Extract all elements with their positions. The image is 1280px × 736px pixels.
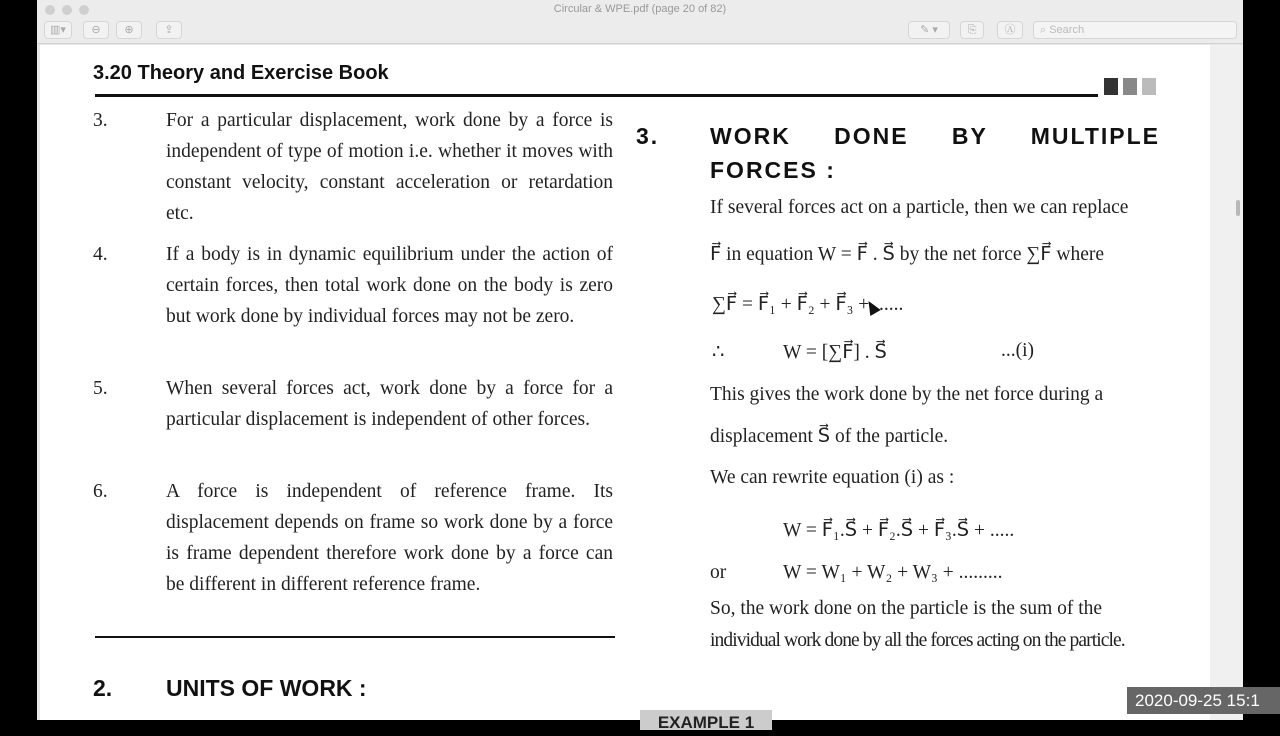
zoom-in-button[interactable]	[116, 21, 142, 39]
sidebar-toggle-button[interactable]	[44, 21, 72, 39]
item-text: A force is independent of reference frame. Its displacement depends on frame so work done by a force is frame dependent therefore work done by a force can be different in different reference frame.	[166, 481, 613, 595]
item-text: When several forces act, work done by a force for a particular displacement is independent of other forces.	[166, 378, 613, 430]
search-input[interactable]: ⌕ Search	[1033, 21, 1237, 39]
header-decoration	[1104, 78, 1118, 95]
paragraph: individual work done by all the forces acting on the particle.	[710, 630, 1125, 651]
paragraph: We can rewrite equation (i) as :	[710, 467, 955, 488]
equation: ∑F⃗ = F⃗₁ + F⃗₂ + F⃗₃ + ......	[712, 294, 904, 315]
annotate-button[interactable]	[997, 21, 1023, 39]
scrollbar[interactable]	[1236, 200, 1240, 216]
rotate-icon: ⎘	[967, 24, 977, 36]
header-decoration	[1123, 78, 1137, 95]
search-icon: ⌕	[1040, 24, 1050, 36]
section-title: UNITS OF WORK :	[166, 675, 367, 701]
item-number: 6.	[93, 481, 108, 502]
item-text: For a particular displacement, work done by a force is independent of type of motion i.e. whether it moves with constant velocity, constant acceleration or retardation etc.	[166, 110, 613, 224]
item-number: 5.	[93, 378, 108, 399]
header-rule	[95, 94, 1098, 97]
pen-icon: ✎ ▾	[920, 24, 938, 36]
toolbar	[37, 0, 1243, 44]
share-button[interactable]	[156, 21, 182, 39]
item-number: 4.	[93, 244, 108, 265]
page-header: 3.20 Theory and Exercise Book	[93, 62, 389, 84]
paragraph: This gives the work done by the net force during a	[710, 384, 1104, 405]
scroll-gutter	[1210, 45, 1243, 720]
pdf-page	[40, 45, 1210, 732]
equation: W = F⃗₁.S⃗ + F⃗₂.S⃗ + F⃗₃.S⃗ + .....	[783, 520, 1015, 541]
sidebar-icon: ▥▾	[50, 24, 66, 36]
paragraph: So, the work done on the particle is the sum of the	[710, 598, 1103, 619]
item-number: 3.	[93, 110, 108, 131]
section-number: 2.	[93, 675, 113, 701]
zoom-in-icon: ⊕	[124, 24, 134, 36]
column-rule	[95, 636, 615, 638]
section-title: WORK DONE BY MULTIPLE FORCES :	[710, 123, 1160, 183]
header-decoration	[1142, 78, 1156, 95]
equation: W = [∑F⃗] . S⃗	[783, 342, 887, 363]
equation: F⃗ in equation W = F⃗ . S⃗ by the net force ∑F⃗ where	[710, 244, 1105, 265]
equation-tag: ...(i)	[1001, 340, 1035, 361]
timestamp-overlay: 2020-09-25 15:1	[1127, 687, 1280, 714]
annotate-icon: Ⓐ	[1004, 24, 1016, 36]
paragraph: If several forces act on a particle, then we can replace	[710, 197, 1129, 218]
share-icon: ⇪	[164, 24, 174, 36]
equation-lead: ∴	[712, 342, 725, 363]
markup-button[interactable]	[908, 21, 950, 39]
paragraph: displacement S⃗ of the particle.	[710, 426, 949, 447]
pdf-viewer-window	[37, 0, 1243, 732]
section-number: 3.	[636, 123, 660, 149]
window-title: Circular & WPE.pdf (page 20 of 82)	[553, 3, 727, 15]
zoom-out-icon: ⊖	[91, 24, 101, 36]
zoom-out-button[interactable]	[83, 21, 109, 39]
example-label: EXAMPLE 1	[640, 710, 772, 730]
rotate-button[interactable]	[960, 21, 984, 39]
equation: W = W₁ + W₂ + W₃ + .........	[783, 562, 1003, 583]
equation-lead: or	[710, 562, 727, 583]
item-text: If a body is in dynamic equilibrium under the action of certain forces, then total work done on the body is zero but work done by individual forces may not be zero.	[166, 244, 613, 327]
